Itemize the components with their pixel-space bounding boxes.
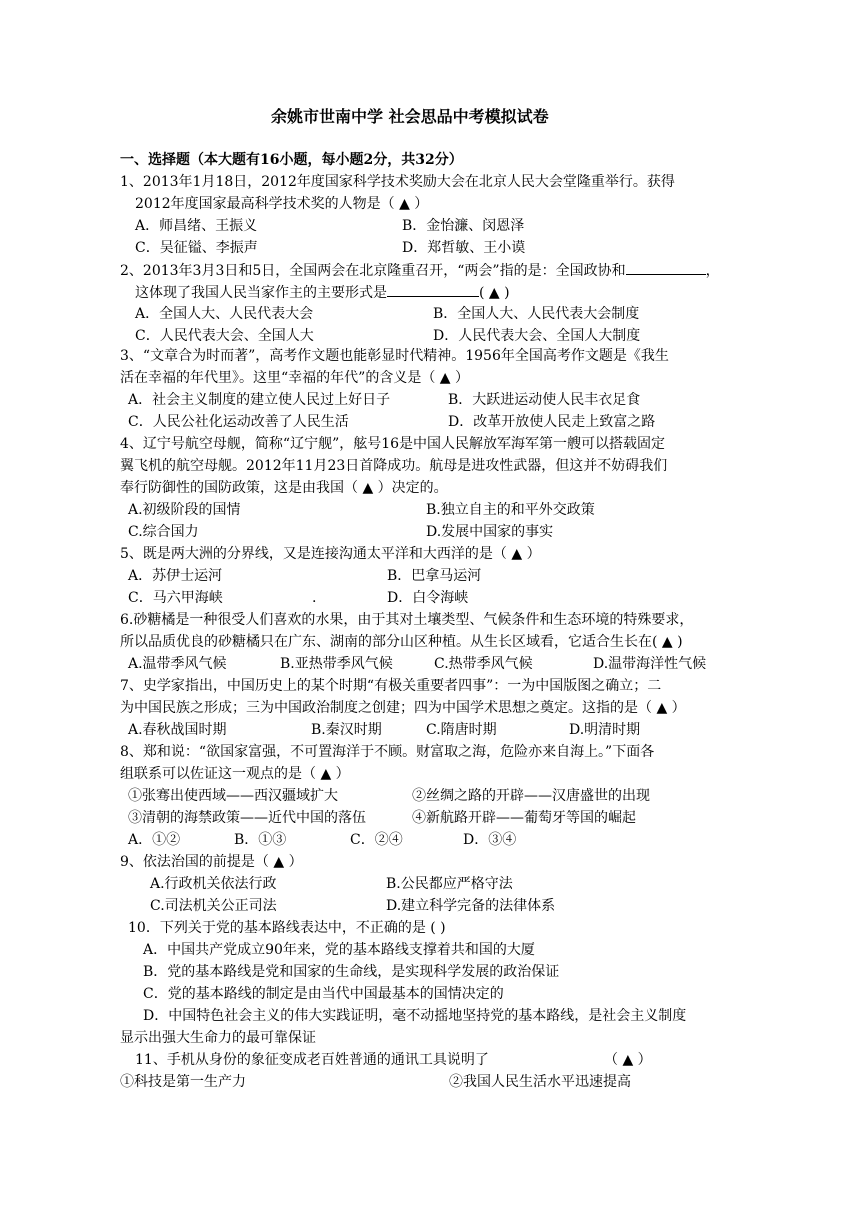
- q8-statement-2: ②丝绸之路的开辟——汉唐盛世的出现: [412, 788, 650, 804]
- q2-option-c: C．人民代表大会、全国人大: [135, 328, 314, 344]
- q2-blank-1: [626, 260, 706, 275]
- q7-stem-line1: 7、史学家指出，中国历史上的某个时期“有极关重要者四事”：一为中国版图之确立；二: [120, 678, 662, 694]
- q3-stem-line1: 3、“文章合为时而著”，高考作文题也能彰显时代精神。1956年全国高考作文题是《我生: [120, 348, 669, 364]
- q5-option-a: A．苏伊士运河: [128, 568, 223, 584]
- q4-option-b: B.独立自主的和平外交政策: [426, 502, 595, 518]
- q2-option-d: D．人民代表大会、全国人大制度: [433, 328, 641, 344]
- q11-answer-bracket: （ ▲ ）: [604, 1052, 652, 1068]
- q5-stem-line1: 5、既是两大洲的分界线，又是连接沟通太平洋和大西洋的是（ ▲ ）: [120, 546, 541, 562]
- q2-blank-2: [387, 282, 479, 297]
- q8-statement-1: ①张骞出使西域——西汉疆域扩大: [128, 788, 338, 804]
- q3-option-b: B．大跃进运动使人民丰衣足食: [448, 392, 641, 408]
- q6-option-c: C.热带季风气候: [434, 656, 533, 672]
- q9-stem-line1: 9、依法治国的前提是（ ▲ ）: [120, 854, 303, 870]
- q5-stray-dot: .: [312, 590, 317, 606]
- q4-stem-line3: 奉行防御性的国防政策，这是由我国（ ▲ ）决定的。: [120, 480, 448, 496]
- q11-statement-2: ②我国人民生活水平迅速提高: [449, 1074, 631, 1090]
- q4-option-d: D.发展中国家的事实: [426, 524, 554, 540]
- q4-option-c: C.综合国力: [128, 524, 199, 540]
- q4-stem-line1: 4、辽宁号航空母舰，简称“辽宁舰”，舷号16是中国人民解放军海军第一艘可以搭载固定: [120, 436, 666, 452]
- q7-option-d: D.明清时期: [569, 722, 641, 738]
- q8-stem-line1: 8、郑和说：“欲国家富强，不可置海洋于不顾。财富取之海，危险亦来自海上。”下面各: [120, 744, 655, 760]
- q9-option-c: C.司法机关公正司法: [150, 898, 277, 914]
- q6-stem-line1: 6.砂糖橘是一种很受人们喜欢的水果，由于其对土壤类型、气候条件和生态环境的特殊要求，: [120, 612, 694, 628]
- q5-option-c: C．马六甲海峡: [128, 590, 223, 606]
- q7-option-c: C.隋唐时期: [426, 722, 497, 738]
- section-heading: 一、选择题（本大题有16小题，每小题2分，共32分）: [120, 152, 463, 168]
- q1-stem-line1: 1、2013年1月18日，2012年度国家科学技术奖励大会在北京人民大会堂隆重举行。获得: [120, 174, 675, 190]
- q2-stem-line2: [135, 282, 510, 302]
- q8-option-c: C．②④: [350, 832, 403, 848]
- q3-option-d: D．改革开放使人民走上致富之路: [448, 414, 656, 430]
- q6-option-d: D.温带海洋性气候: [593, 656, 707, 672]
- q7-option-b: B.秦汉时期: [311, 722, 382, 738]
- q2-stem-end2: ( ▲ ): [479, 285, 510, 301]
- q10-option-a: A．中国共产党成立90年来，党的基本路线支撑着共和国的大厦: [143, 942, 535, 958]
- q1-option-c: C．吴征镒、李振声: [135, 240, 258, 256]
- q11-stem-line1: 11、手机从身份的象征变成老百姓普通的通讯工具说明了: [135, 1052, 489, 1068]
- q3-option-a: A．社会主义制度的建立使人民过上好日子: [128, 392, 391, 408]
- q1-option-b: B．金怡濂、闵恩泽: [402, 218, 525, 234]
- q6-option-b: B.亚热带季风气候: [280, 656, 393, 672]
- q10-option-d-continued: 显示出强大生命力的最可靠保证: [120, 1030, 316, 1046]
- q5-option-d: D．白令海峡: [387, 590, 469, 606]
- q4-option-a: A.初级阶段的国情: [128, 502, 241, 518]
- q2-option-a: A．全国人大、人民代表大会: [135, 306, 314, 322]
- q11-statement-1: ①科技是第一生产力: [120, 1074, 246, 1090]
- q5-option-b: B．巴拿马运河: [387, 568, 482, 584]
- q2-option-b: B．全国人大、人民代表大会制度: [433, 306, 640, 322]
- q1-option-a: A．师昌绪、王振义: [135, 218, 258, 234]
- q6-option-a: A.温带季风气候: [128, 656, 227, 672]
- q10-stem-line1: 10．下列关于党的基本路线表达中，不正确的是 ( ): [128, 920, 446, 936]
- q3-option-c: C．人民公社化运动改善了人民生活: [128, 414, 349, 430]
- q9-option-a: A.行政机关依法行政: [150, 876, 277, 892]
- q8-option-b: B．①③: [234, 832, 287, 848]
- q2-stem-text2: 这体现了我国人民当家作主的主要形式是: [135, 285, 387, 301]
- q8-option-a: A．①②: [128, 832, 181, 848]
- q2-stem-text1: 2、2013年3月3日和5日，全国两会在北京隆重召开，“两会”指的是：全国政协和: [120, 263, 626, 279]
- page-title: 余姚市世南中学 社会思品中考模拟试卷: [271, 107, 549, 126]
- q2-stem-line1: [120, 260, 720, 280]
- q2-stem-end1: ，: [705, 263, 720, 279]
- q10-option-b: B．党的基本路线是党和国家的生命线，是实现科学发展的政治保证: [143, 964, 560, 980]
- q8-stem-line2: 组联系可以佐证这一观点的是（ ▲ ）: [120, 766, 350, 782]
- q9-option-b: B.公民都应严格守法: [386, 876, 513, 892]
- q10-option-c: C．党的基本路线的制定是由当代中国最基本的国情决定的: [143, 986, 504, 1002]
- q7-stem-line2: 为中国民族之形成；三为中国政治制度之创建；四为中国学术思想之奠定。这指的是（ ▲ ）: [120, 700, 686, 716]
- q8-option-d: D．③④: [463, 832, 517, 848]
- q8-statement-4: ④新航路开辟——葡萄牙等国的崛起: [412, 810, 636, 826]
- q8-statement-3: ③清朝的海禁政策——近代中国的落伍: [128, 810, 366, 826]
- q4-stem-line2: 翼飞机的航空母舰。2012年11月23日首降成功。航母是进攻性武器，但这并不妨碍我们: [120, 458, 668, 474]
- q7-option-a: A.春秋战国时期: [128, 722, 227, 738]
- q10-option-d: D．中国特色社会主义的伟大实践证明，毫不动摇地坚持党的基本路线，是社会主义制度: [143, 1008, 687, 1024]
- q3-stem-line2: 活在幸福的年代里》。这里“幸福的年代”的含义是（ ▲ ）: [120, 370, 469, 386]
- q1-stem-line2: 2012年度国家最高科学技术奖的人物是（ ▲ ）: [135, 196, 429, 212]
- q6-stem-line2: 所以品质优良的砂糖橘只在广东、湖南的部分山区种植。从生长区域看，它适合生长在( ▲ ): [120, 634, 683, 650]
- q9-option-d: D.建立科学完备的法律体系: [386, 898, 556, 914]
- q1-option-d: D．郑哲敏、王小谟: [402, 240, 526, 256]
